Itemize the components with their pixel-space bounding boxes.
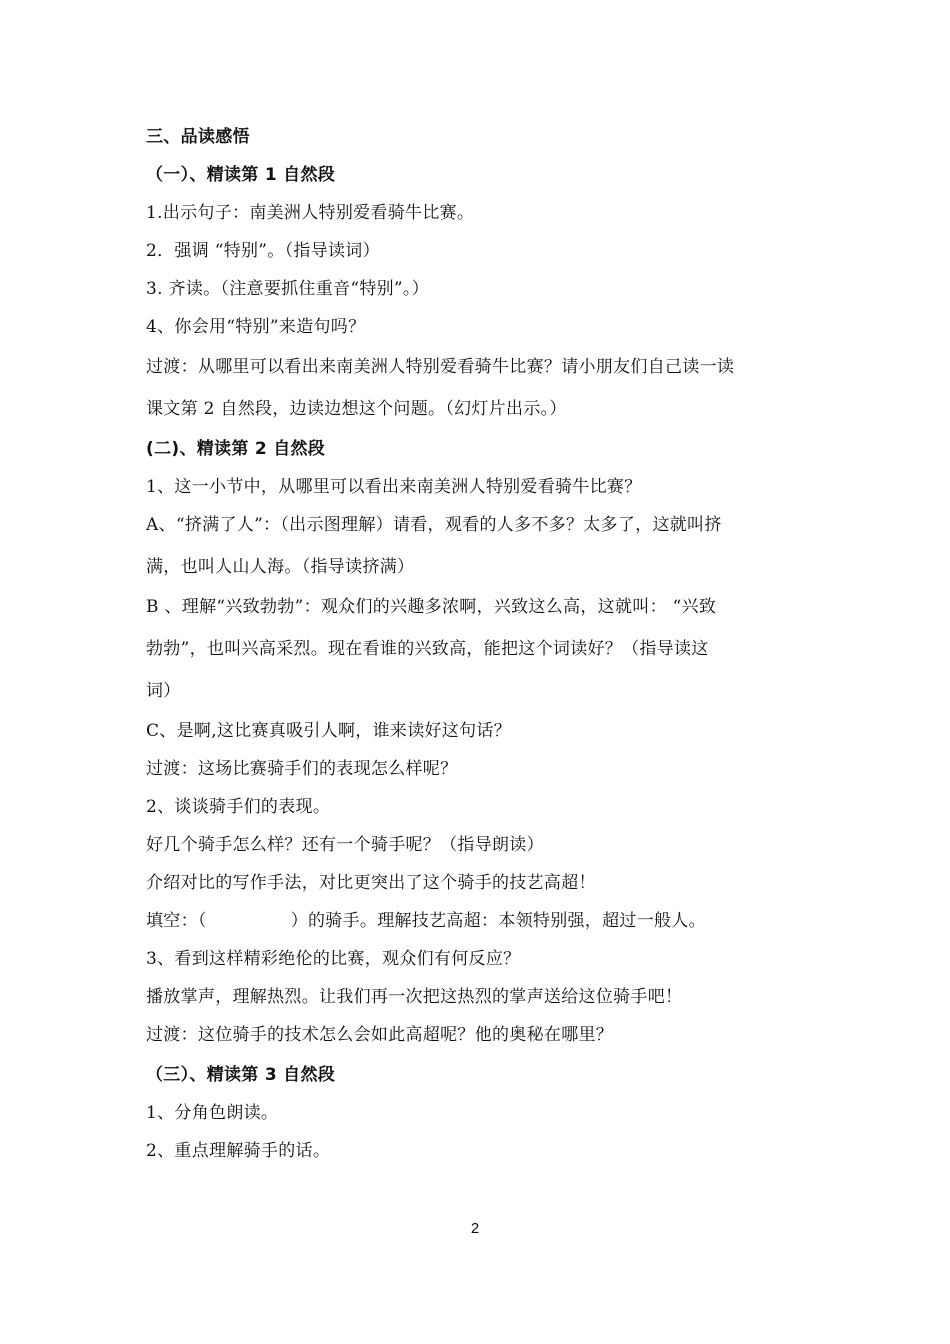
text-line: 1、分角色朗读。: [146, 1103, 279, 1123]
text-line: 过渡：这位骑手的技术怎么会如此高超呢？他的奥秘在哪里？: [146, 1025, 614, 1045]
text-line: B 、理解“兴致勃勃”：观众们的兴趣多浓啊，兴致这么高，这就叫： “兴致: [146, 597, 717, 617]
text-line: 播放掌声，理解热烈。让我们再一次把这热烈的掌声送给这位骑手吧！: [146, 987, 683, 1007]
section-heading-3: 三、品读感悟: [146, 127, 250, 147]
fill-blank-suffix: ）的骑手。理解技艺高超：本领特别强，超过一般人。: [290, 911, 706, 931]
text-line: 2．强调 “特别”。（指导读词）: [146, 241, 380, 261]
subsection-heading-1: （一）、精读第 1 自然段: [146, 165, 336, 185]
text-line: 4、你会用“特别”来造句吗？: [146, 317, 366, 337]
text-line: 好几个骑手怎么样？还有一个骑手呢？（指导朗读）: [146, 835, 544, 855]
text-line: 过渡：这场比赛骑手们的表现怎么样呢？: [146, 759, 458, 779]
text-line: 介绍对比的写作手法，对比更突出了这个骑手的技艺高超！: [146, 873, 596, 893]
subsection-heading-3: （三）、精读第 3 自然段: [146, 1065, 336, 1085]
text-line: 3、看到这样精彩绝伦的比赛，观众们有何反应？: [146, 949, 521, 969]
fill-blank-line: [146, 910, 706, 932]
text-line: 过渡：从哪里可以看出来南美洲人特别爱看骑牛比赛？请小朋友们自己读一读: [146, 357, 735, 377]
text-line: 1、这一小节中，从哪里可以看出来南美洲人特别爱看骑牛比赛？: [146, 477, 642, 497]
text-line: 满，也叫人山人海。（指导读挤满）: [146, 557, 415, 577]
text-line: 2、重点理解骑手的话。: [146, 1141, 331, 1161]
text-line: 2、谈谈骑手们的表现。: [146, 797, 331, 817]
page-number: 2: [470, 1220, 480, 1237]
text-line: 词）: [146, 681, 181, 701]
text-line: 课文第 2 自然段，边读边想这个问题。（幻灯片出示。）: [146, 399, 567, 419]
text-line: 1.出示句子：南美洲人特别爱看骑牛比赛。: [146, 203, 475, 223]
fill-blank-prefix: 填空：（: [146, 911, 207, 931]
text-line: 3. 齐读。（注意要抓住重音“特别”。）: [146, 279, 430, 299]
text-line: C、是啊,这比赛真吸引人啊，谁来读好这句话？: [146, 721, 512, 741]
text-line: 勃勃”，也叫兴高采烈。现在看谁的兴致高，能把这个词读好？（指导读这: [146, 639, 709, 659]
subsection-heading-2: (二)、精读第 2 自然段: [146, 439, 326, 459]
text-line: A、“挤满了人”：（出示图理解）请看，观看的人多不多？太多了，这就叫挤: [146, 515, 722, 535]
